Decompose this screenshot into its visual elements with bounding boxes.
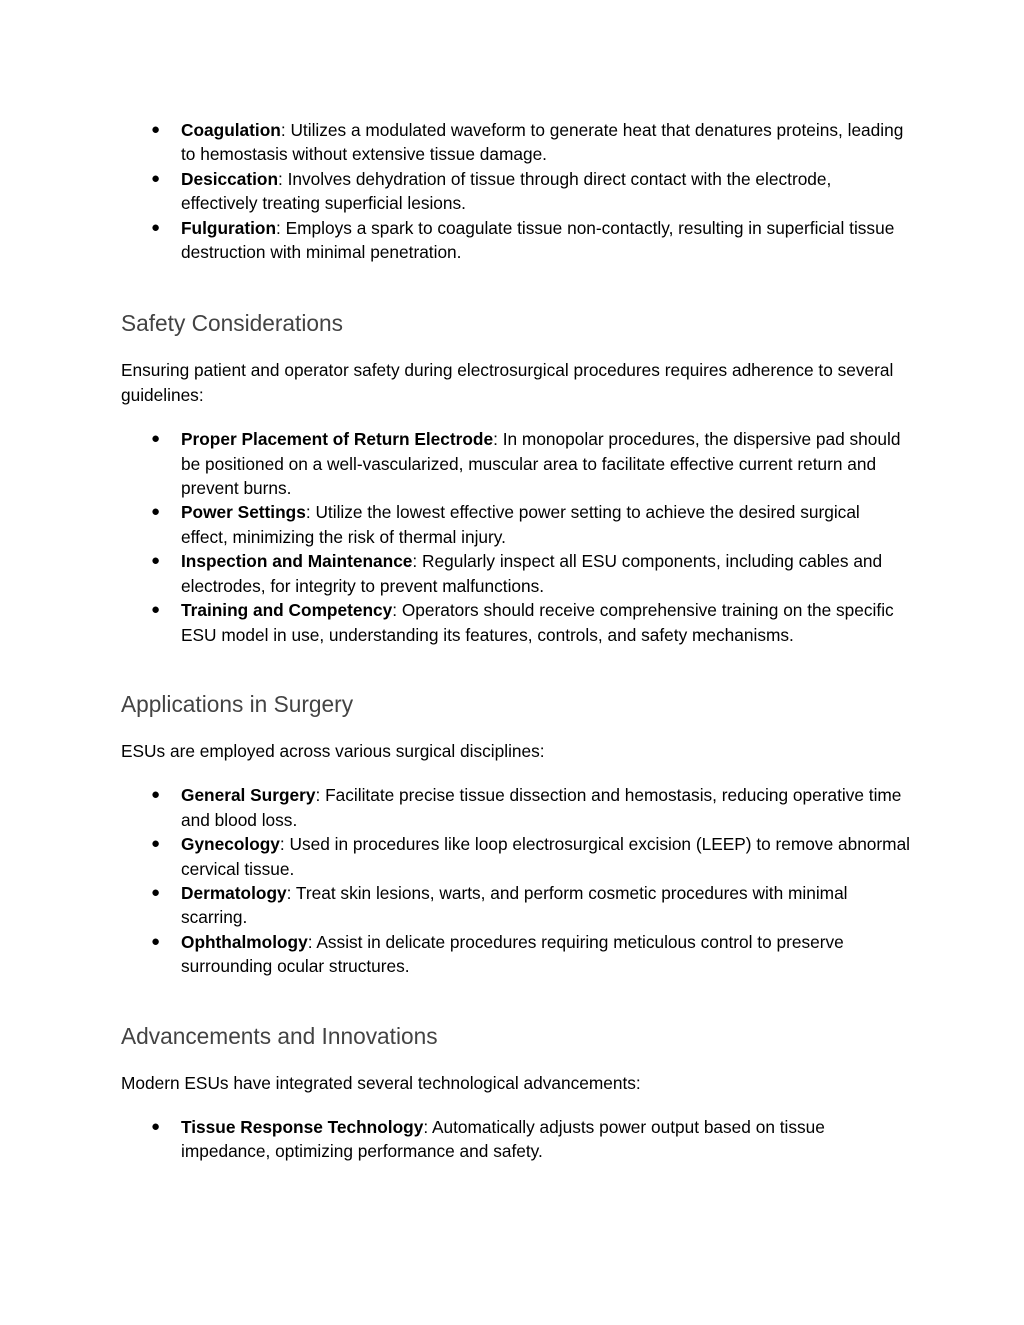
list-item-text: : Utilize the lowest effective power setting to achieve the desired surgical effect, minimizing the risk of thermal injury. (181, 502, 860, 547)
section-heading: Advancements and Innovations (121, 1022, 438, 1049)
section-heading: Safety Considerations (121, 310, 343, 337)
applications-section (121, 689, 911, 979)
list-item (121, 549, 911, 598)
list-item-term: Dermatology (181, 882, 287, 903)
safety-list (121, 427, 911, 647)
list-item-term: Coagulation (181, 120, 281, 140)
bullet-icon: ● (151, 1117, 161, 1135)
list-item-text: : In monopolar procedures, the dispersive pad should be positioned on a well-vascularized, muscular area to facilitate effective current return and prevent burns. (181, 429, 901, 499)
document-page (121, 118, 911, 1164)
list-item-text: : Treat skin lesions, warts, and perform cosmetic procedures with minimal scarring. (181, 882, 848, 928)
list-item-term: Proper Placement of Return Electrode (181, 429, 494, 450)
list-item-term: Tissue Response Technology (181, 1116, 424, 1137)
energy-mode-list (121, 118, 911, 264)
bullet-icon: ● (151, 121, 161, 138)
list-item-text: : Involves dehydration of tissue through direct contact with the electrode, effectively treating superficial lesions. (181, 168, 832, 214)
section-intro: Modern ESUs have integrated several technological advancements: (121, 1072, 641, 1093)
list-item (121, 930, 911, 979)
list-item-text: : Used in procedures like loop electrosurgical excision (LEEP) to remove abnormal cervical tissue. (181, 834, 911, 879)
section-intro: Ensuring patient and operator safety during electrosurgical procedures requires adherence to several guidelines: (121, 360, 894, 405)
list-item (121, 500, 911, 549)
list-item-term: Gynecology (181, 834, 280, 855)
list-item-term: Inspection and Maintenance (181, 551, 413, 572)
list-item (121, 167, 911, 216)
list-item-term: Fulguration (181, 217, 277, 238)
list-item-term: Ophthalmology (181, 931, 308, 952)
list-item-term: General Surgery (181, 785, 316, 806)
list-item (121, 216, 911, 265)
bullet-icon: ● (151, 503, 161, 521)
safety-section (121, 308, 911, 646)
advancements-list (121, 1115, 911, 1164)
bullet-icon: ● (151, 218, 161, 236)
bullet-icon: ● (151, 835, 161, 853)
list-item-text: : Operators should receive comprehensive training on the specific ESU model in use, understanding its features, controls, and safety mechanisms. (181, 600, 894, 645)
list-item-text: : Facilitate precise tissue dissection and hemostasis, reducing operative time and blood loss. (181, 785, 902, 830)
section-intro: ESUs are employed across various surgical disciplines: (121, 740, 545, 761)
list-item (121, 427, 911, 500)
list-item (121, 832, 911, 881)
bullet-icon: ● (151, 169, 161, 187)
list-item-text: : Utilizes a modulated waveform to generate heat that denatures proteins, leading to hemostasis without extensive tissue damage. (181, 120, 904, 165)
list-item-text: : Regularly inspect all ESU components, including cables and electrodes, for integrity to prevent malfunctions. (181, 551, 883, 596)
applications-list (121, 783, 911, 978)
list-item-term: Power Settings (181, 502, 306, 523)
bullet-icon: ● (151, 786, 161, 804)
list-item-term: Training and Competency (181, 600, 393, 621)
list-item-text: : Assist in delicate procedures requiring meticulous control to preserve surrounding ocular structures. (181, 931, 844, 977)
list-item (121, 783, 911, 832)
list-item-text: : Automatically adjusts power output based on tissue impedance, optimizing performance and safety. (181, 1116, 825, 1162)
bullet-icon: ● (151, 932, 161, 950)
bullet-icon: ● (151, 552, 161, 570)
section-heading: Applications in Surgery (121, 690, 354, 717)
list-item (121, 118, 911, 167)
bullet-icon: ● (151, 883, 161, 901)
list-item (121, 1115, 911, 1164)
bullet-icon: ● (151, 430, 161, 448)
list-item-term: Desiccation (181, 168, 279, 189)
bullet-icon: ● (151, 601, 161, 619)
advancements-section (121, 1021, 911, 1164)
list-item (121, 598, 911, 647)
list-item-text: : Employs a spark to coagulate tissue non-contactly, resulting in superficial tissue destruction with minimal penetration. (181, 217, 895, 263)
list-item (121, 881, 911, 930)
